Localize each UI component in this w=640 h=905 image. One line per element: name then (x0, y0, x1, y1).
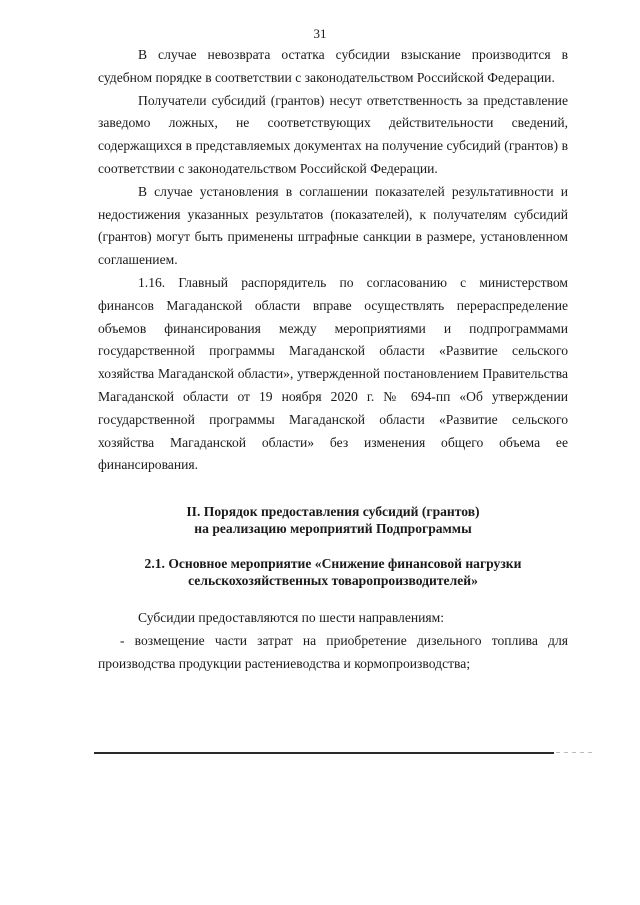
footer-divider (94, 752, 554, 754)
document-body (98, 44, 568, 676)
section-heading-2-1 (98, 555, 568, 589)
footer-divider-faint (556, 752, 596, 753)
section-heading-2-1-line2: сельскохозяйственных товаропроизводителей» (188, 573, 478, 589)
section-heading-ii-line1: II. Порядок предоставления субсидий (грантов) (186, 504, 480, 520)
paragraph-recipient-liability: Получатели субсидий (грантов) несут ответственность за представление заведомо ложных, не соответствующих действительности сведений, содержащихся в представляемых документах на получение субсидий (грантов) в соответствии с законодательством Российской Федерации. (98, 92, 568, 176)
page-number: 31 (313, 26, 327, 41)
paragraph-penalties: В случае установления в соглашении показателей результативности и недостижения указанных результатов (показателей), к получателям субсидий (грантов) могут быть применены штрафные санкции в размере, установленном соглашением. (98, 183, 568, 268)
paragraph-directions-intro: Субсидии предоставляются по шести направлениям: (138, 610, 445, 626)
section-heading-ii (98, 503, 568, 537)
list-item-diesel-fuel: - возмещение части затрат на приобретение дизельного топлива для производства продукции растениеводства и кормопроизводства; (98, 632, 568, 671)
paragraph-refund-recovery: В случае невозврата остатка субсидии взыскание производится в судебном порядке в соответствии с законодательством Российской Федерации. (98, 47, 568, 85)
paragraph-1-16: 1.16. Главный распорядитель по согласованию с министерством финансов Магаданской области вправе осуществлять перераспределение объемов финансирования между мероприятиями и подпрограммами государственной программы Магаданской области «Развитие сельского хозяйства Магаданской области», утвержденной постановлением Правительства Магаданской области от 19 ноября 2020 г. № 694-пп «Об утверждении государственной программы Магаданской области «Развитие сельского хозяйства Магаданской области» без изменения общего объема ее финансирования. (98, 274, 568, 473)
section-heading-ii-line2: на реализацию мероприятий Подпрограммы (194, 521, 472, 537)
section-heading-2-1-line1: 2.1. Основное мероприятие «Снижение финансовой нагрузки (144, 556, 522, 572)
